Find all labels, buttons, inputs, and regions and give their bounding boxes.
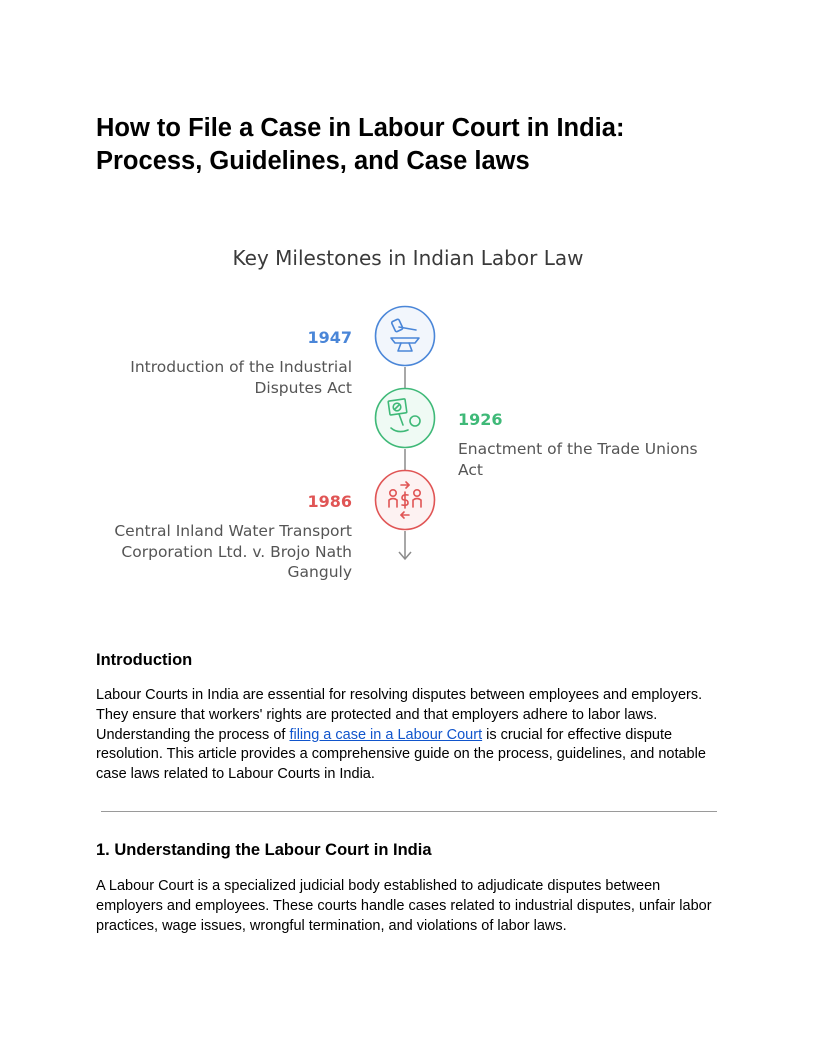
protest-sign-icon (374, 387, 436, 449)
milestone-description-line: Enactment of the Trade Unions (458, 440, 698, 458)
paragraph-line: They ensure that workers' rights are protected and that employers adhere to labor laws. (96, 706, 658, 723)
milestone-year: 1947 (307, 328, 352, 347)
paragraph-text: Understanding the process of (96, 726, 290, 743)
milestone-description-line: Central Inland Water Transport (114, 522, 352, 540)
paragraph-text: is crucial for effective dispute (482, 726, 673, 743)
milestone-description-line: Introduction of the Industrial (130, 358, 352, 376)
milestone-description-line: Disputes Act (254, 378, 352, 397)
paragraph-line: practices, wage issues, wrongful termination, and violations of labor laws. (96, 917, 567, 934)
introduction-paragraph (96, 686, 736, 785)
milestone-description-line: Corporation Ltd. v. Brojo Nath (121, 542, 352, 561)
section-paragraph (96, 877, 736, 936)
milestone-year: 1986 (307, 492, 352, 511)
article-title-line: How to File a Case in Labour Court in India: (96, 114, 625, 142)
paragraph-line: Labour Courts in India are essential for resolving disputes between employees and employers. (96, 687, 703, 703)
paragraph-line: resolution. This article provides a comprehensive guide on the process, guidelines, and notable (96, 746, 706, 763)
milestone-description (458, 439, 698, 480)
milestone-description (114, 521, 352, 583)
section-heading: 1. Understanding the Labour Court in India (96, 841, 432, 859)
milestone-year: 1926 (458, 410, 503, 429)
article-title-line: Process, Guidelines, and Case laws (96, 147, 530, 175)
horizontal-divider (101, 811, 717, 812)
paragraph-line: employers and employees. These courts handle cases related to industrial disputes, unfair labor (96, 897, 712, 914)
milestones-infographic (0, 230, 816, 600)
milestone-description-line: Ganguly (287, 563, 352, 581)
people-exchange-icon (374, 469, 436, 531)
gavel-icon (374, 305, 436, 367)
article-title (96, 112, 736, 178)
paragraph-line (96, 726, 736, 746)
filing-case-link[interactable]: filing a case in a Labour Court (289, 726, 483, 743)
milestone-description-line: Act (458, 460, 483, 479)
paragraph-line: A Labour Court is a specialized judicial body established to adjudicate disputes between (96, 878, 661, 894)
milestone-description (130, 357, 352, 398)
infographic-title: Key Milestones in Indian Labor Law (232, 246, 584, 270)
paragraph-line: case laws related to Labour Courts in India. (96, 766, 375, 783)
introduction-heading: Introduction (96, 651, 193, 669)
